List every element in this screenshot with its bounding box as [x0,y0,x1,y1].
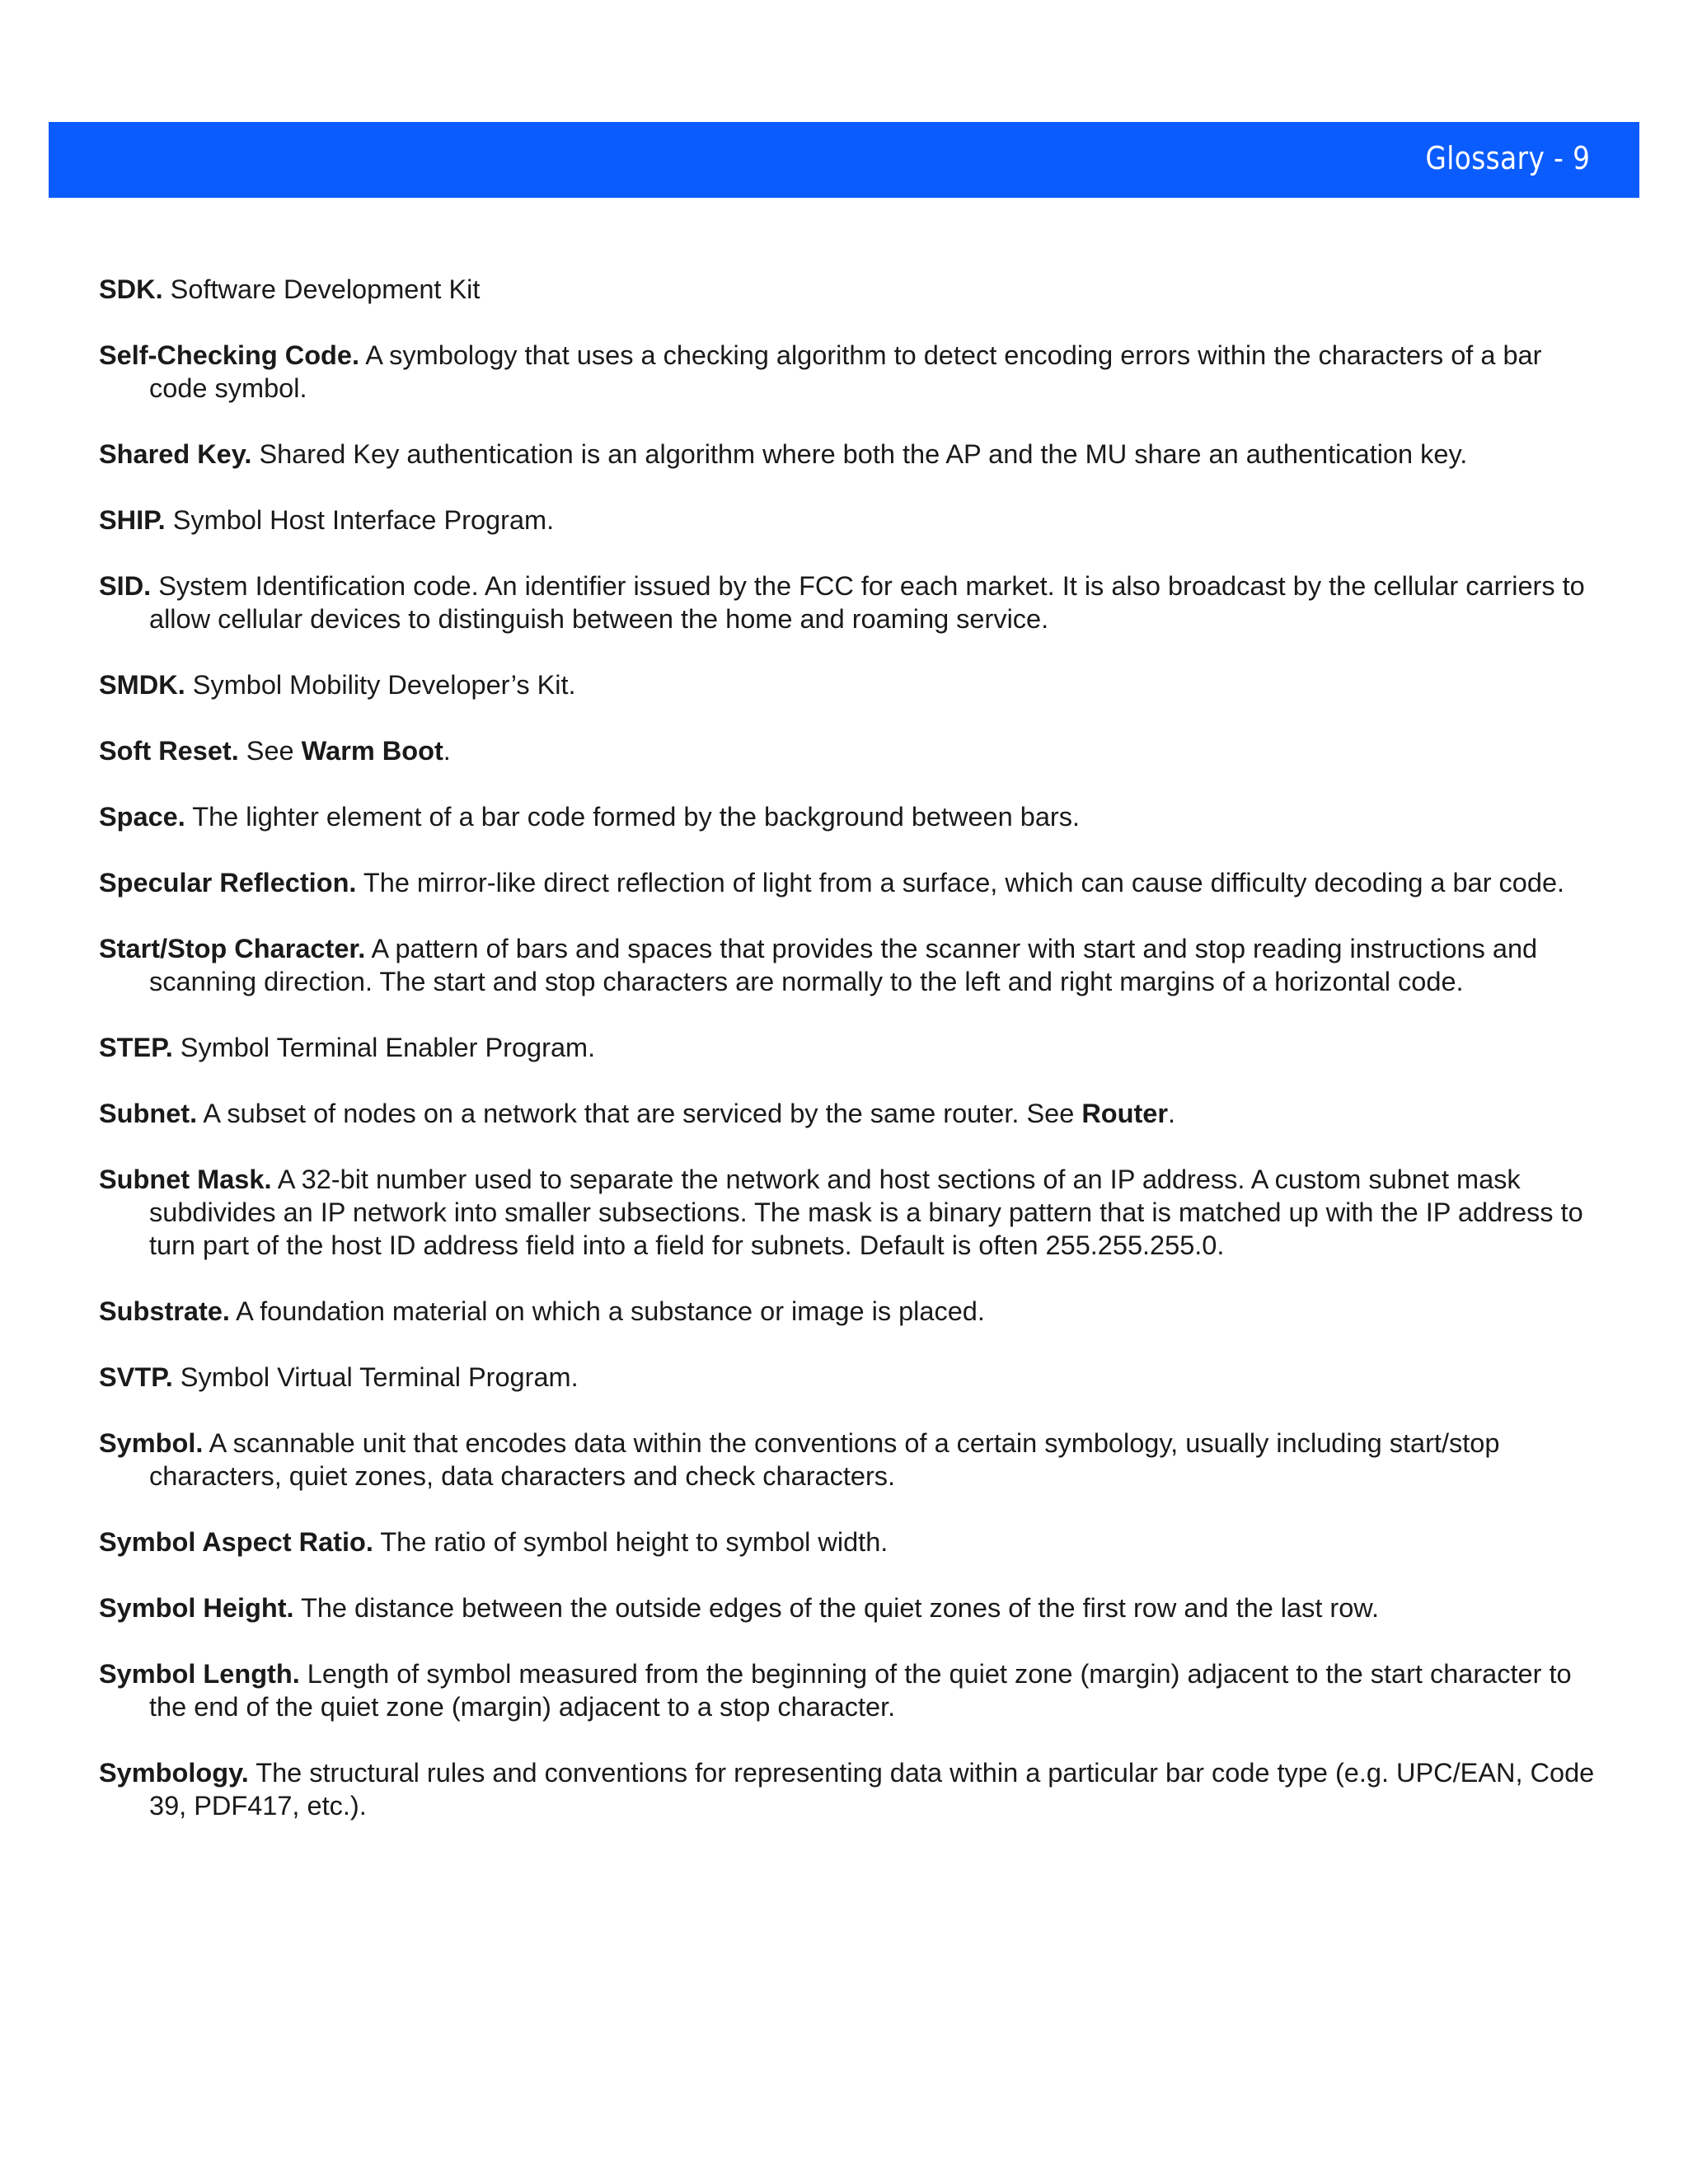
glossary-list [99,273,1599,1855]
glossary-entry [99,866,1599,899]
glossary-definition: Shared Key authentication is an algorithm where both the AP and the MU share an authentication key. [251,439,1468,469]
glossary-definition: System Identification code. An identifier issued by the FCC for each market. It is also broadcast by the cellular carriers to allow cellular devices to distinguish between the home and roaming service. [149,571,1585,634]
glossary-term: SMDK. [99,670,185,700]
glossary-definition: A subset of nodes on a network that are serviced by the same router. See [197,1099,1082,1128]
glossary-definition: Software Development Kit [162,274,481,304]
glossary-term: Start/Stop Character. [99,934,366,963]
glossary-term: Specular Reflection. [99,868,357,898]
glossary-definition: Symbol Mobility Developer’s Kit. [185,670,576,700]
glossary-term: Shared Key. [99,439,252,469]
glossary-entry [99,1163,1599,1262]
glossary-definition: Symbol Host Interface Program. [165,505,555,535]
glossary-definition: The mirror-like direct reflection of light from a surface, which can cause difficulty decoding a bar code. [356,868,1565,898]
glossary-term: Subnet Mask. [99,1165,272,1194]
glossary-term: Symbol Length. [99,1659,300,1689]
glossary-term: SDK. [99,274,163,304]
glossary-term: SHIP. [99,505,166,535]
glossary-definition: The distance between the outside edges of the quiet zones of the first row and the last row. [293,1593,1380,1623]
glossary-entry [99,1097,1599,1130]
cross-reference-link[interactable]: Warm Boot [301,736,443,766]
glossary-entry [99,339,1599,405]
glossary-definition: Length of symbol measured from the beginning of the quiet zone (margin) adjacent to the start character to the end of the quiet zone (margin) adjacent to a stop character. [149,1659,1572,1722]
page-header-bar [49,122,1639,198]
glossary-entry [99,1526,1599,1558]
glossary-term: Soft Reset. [99,736,239,766]
page-title: Glossary - 9 [1425,140,1590,176]
glossary-definition: The ratio of symbol height to symbol width. [373,1527,889,1557]
glossary-term: Symbology. [99,1758,249,1788]
glossary-definition: A symbology that uses a checking algorithm to detect encoding errors within the characters of a bar code symbol. [149,340,1542,403]
glossary-definition: The lighter element of a bar code formed by the background between bars. [185,802,1080,832]
glossary-term: Substrate. [99,1296,230,1326]
glossary-definition: A foundation material on which a substance or image is placed. [229,1296,985,1326]
glossary-term: Subnet. [99,1099,198,1128]
glossary-definition-end: . [1168,1099,1176,1128]
glossary-term: Symbol. [99,1428,204,1458]
glossary-definition: Symbol Virtual Terminal Program. [172,1362,579,1392]
glossary-term: Space. [99,802,185,832]
glossary-term: Self-Checking Code. [99,340,360,370]
glossary-entry [99,734,1599,767]
glossary-entry [99,932,1599,998]
glossary-entry [99,1591,1599,1624]
glossary-entry [99,1361,1599,1394]
glossary-definition: A 32-bit number used to separate the network and host sections of an IP address. A custom subnet mask subdivides an IP network into smaller subsections. The mask is a binary pattern that is matched up with the IP address to turn part of the host ID address field into a field for subnets. Default is often 255.255.255.0. [149,1165,1583,1260]
glossary-entry [99,668,1599,701]
glossary-entry [99,504,1599,537]
glossary-definition: See [238,736,302,766]
glossary-entry [99,1657,1599,1723]
glossary-definition-end: . [443,736,451,766]
glossary-term: SVTP. [99,1362,173,1392]
glossary-entry [99,1295,1599,1328]
glossary-term: Symbol Height. [99,1593,294,1623]
glossary-term: SID. [99,571,152,601]
glossary-term: Symbol Aspect Ratio. [99,1527,373,1557]
glossary-entry [99,1427,1599,1493]
glossary-definition: Symbol Terminal Enabler Program. [172,1033,596,1062]
glossary-definition: A pattern of bars and spaces that provides the scanner with start and stop reading instructions and scanning direction. The start and stop characters are normally to the left and right margins of a horizontal code. [149,934,1538,996]
glossary-entry [99,800,1599,833]
glossary-term: STEP. [99,1033,173,1062]
glossary-definition: A scannable unit that encodes data within the conventions of a certain symbology, usually including start/stop characters, quiet zones, data characters and check characters. [149,1428,1500,1491]
glossary-definition: The structural rules and conventions for representing data within a particular bar code type (e.g. UPC/EAN, Code 39, PDF417, etc.). [149,1758,1595,1821]
glossary-entry [99,1756,1599,1822]
glossary-entry [99,569,1599,635]
glossary-entry [99,273,1599,306]
glossary-entry [99,438,1599,471]
glossary-entry [99,1031,1599,1064]
cross-reference-link[interactable]: Router [1081,1099,1169,1128]
